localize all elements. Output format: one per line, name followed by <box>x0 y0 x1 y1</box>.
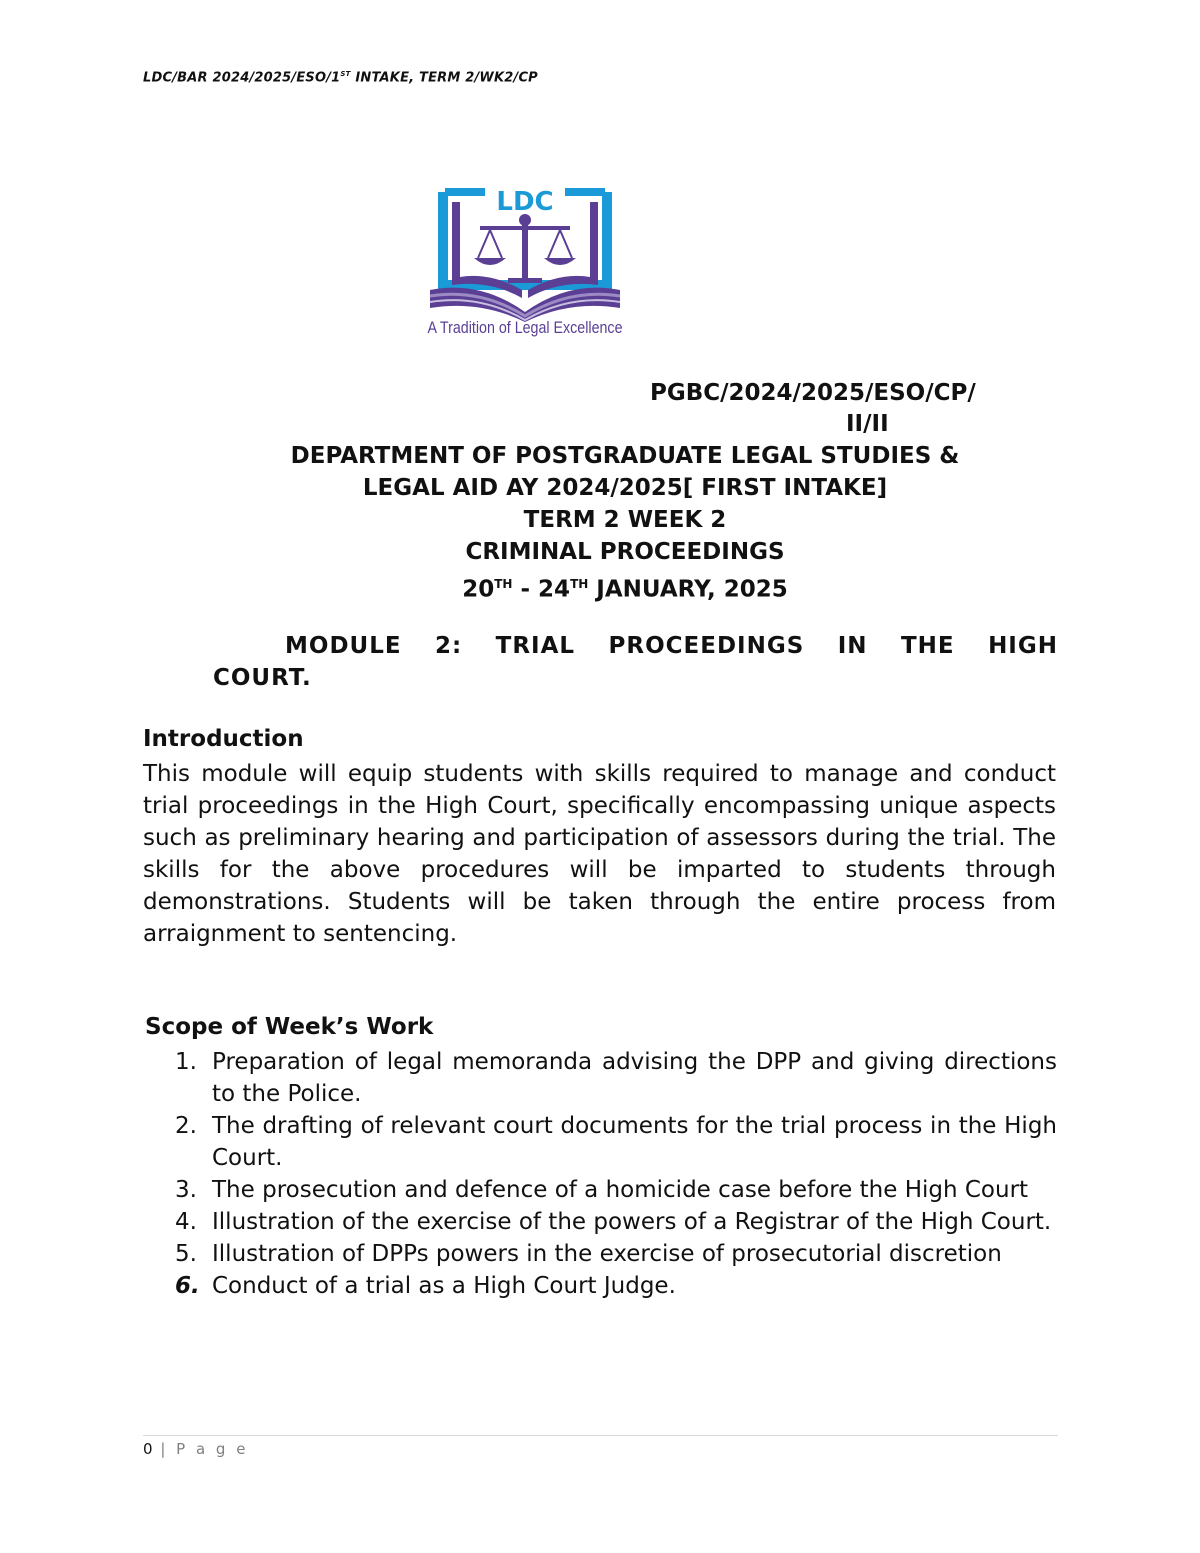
title-line4: CRIMINAL PROCEEDINGS <box>465 539 785 565</box>
logo-acronym: LDC <box>496 187 554 217</box>
reference-code-line2: II/II <box>846 411 889 437</box>
module-heading-line2: COURT. <box>213 665 312 691</box>
running-header-tail: INTAKE, TERM 2/WK2/CP <box>350 70 538 86</box>
scope-heading: Scope of Week’s Work <box>145 1014 434 1040</box>
page-footer: 0 | P a g e <box>143 1440 249 1458</box>
list-item: 3. The prosecution and defence of a homicide case before the High Court <box>175 1177 1029 1203</box>
list-item: 6. Conduct of a trial as a High Court Judge. <box>175 1273 676 1299</box>
list-item: 2. The drafting of relevant court documents for the trial process in the High Court. <box>175 1113 1057 1171</box>
title-dates: 20TH - 24TH JANUARY, 2025 <box>462 576 788 603</box>
document-title <box>150 440 1100 606</box>
logo-tagline: A Tradition of Legal Excellence <box>427 318 623 337</box>
introduction-heading: Introduction <box>143 726 304 752</box>
module-heading <box>213 630 1058 694</box>
page-label: P a g e <box>176 1440 249 1458</box>
footer-divider <box>143 1435 1058 1436</box>
scope-list <box>175 1046 1057 1302</box>
running-header-text: LDC/BAR 2024/2025/ESO/1 <box>143 70 341 86</box>
list-item: 5. Illustration of DPPs powers in the exercise of prosecutorial discretion <box>175 1241 1002 1267</box>
title-line1: DEPARTMENT OF POSTGRADUATE LEGAL STUDIES & <box>290 443 960 469</box>
running-header <box>143 70 538 85</box>
module-heading-line1: MODULE 2: TRIAL PROCEEDINGS IN THE HIGH <box>285 633 1058 659</box>
scales-of-justice-icon <box>474 214 576 283</box>
list-item: 4. Illustration of the exercise of the powers of a Registrar of the High Court. <box>175 1209 1052 1235</box>
introduction-body: This module will equip students with skills required to manage and conduct trial proceedings in the High Court, specifically encompassing unique aspects such as preliminary hearing and participation of assessors during the trial. The skills for the above procedures will be imparted to students through demonstrations. Students will be taken through the entire process from arraignment to sentencing. <box>143 761 1056 947</box>
title-line3: TERM 2 WEEK 2 <box>523 507 727 533</box>
title-line2: LEGAL AID AY 2024/2025[ FIRST INTAKE] <box>362 475 888 501</box>
reference-code-line1: PGBC/2024/2025/ESO/CP/ <box>650 380 976 406</box>
ldc-logo <box>350 140 700 375</box>
page-number: 0 <box>143 1440 153 1458</box>
list-item: 1. Preparation of legal memoranda advising the DPP and giving directions to the Police. <box>175 1049 1057 1107</box>
running-header-sup: ST <box>340 70 351 78</box>
reference-code <box>650 378 1050 440</box>
